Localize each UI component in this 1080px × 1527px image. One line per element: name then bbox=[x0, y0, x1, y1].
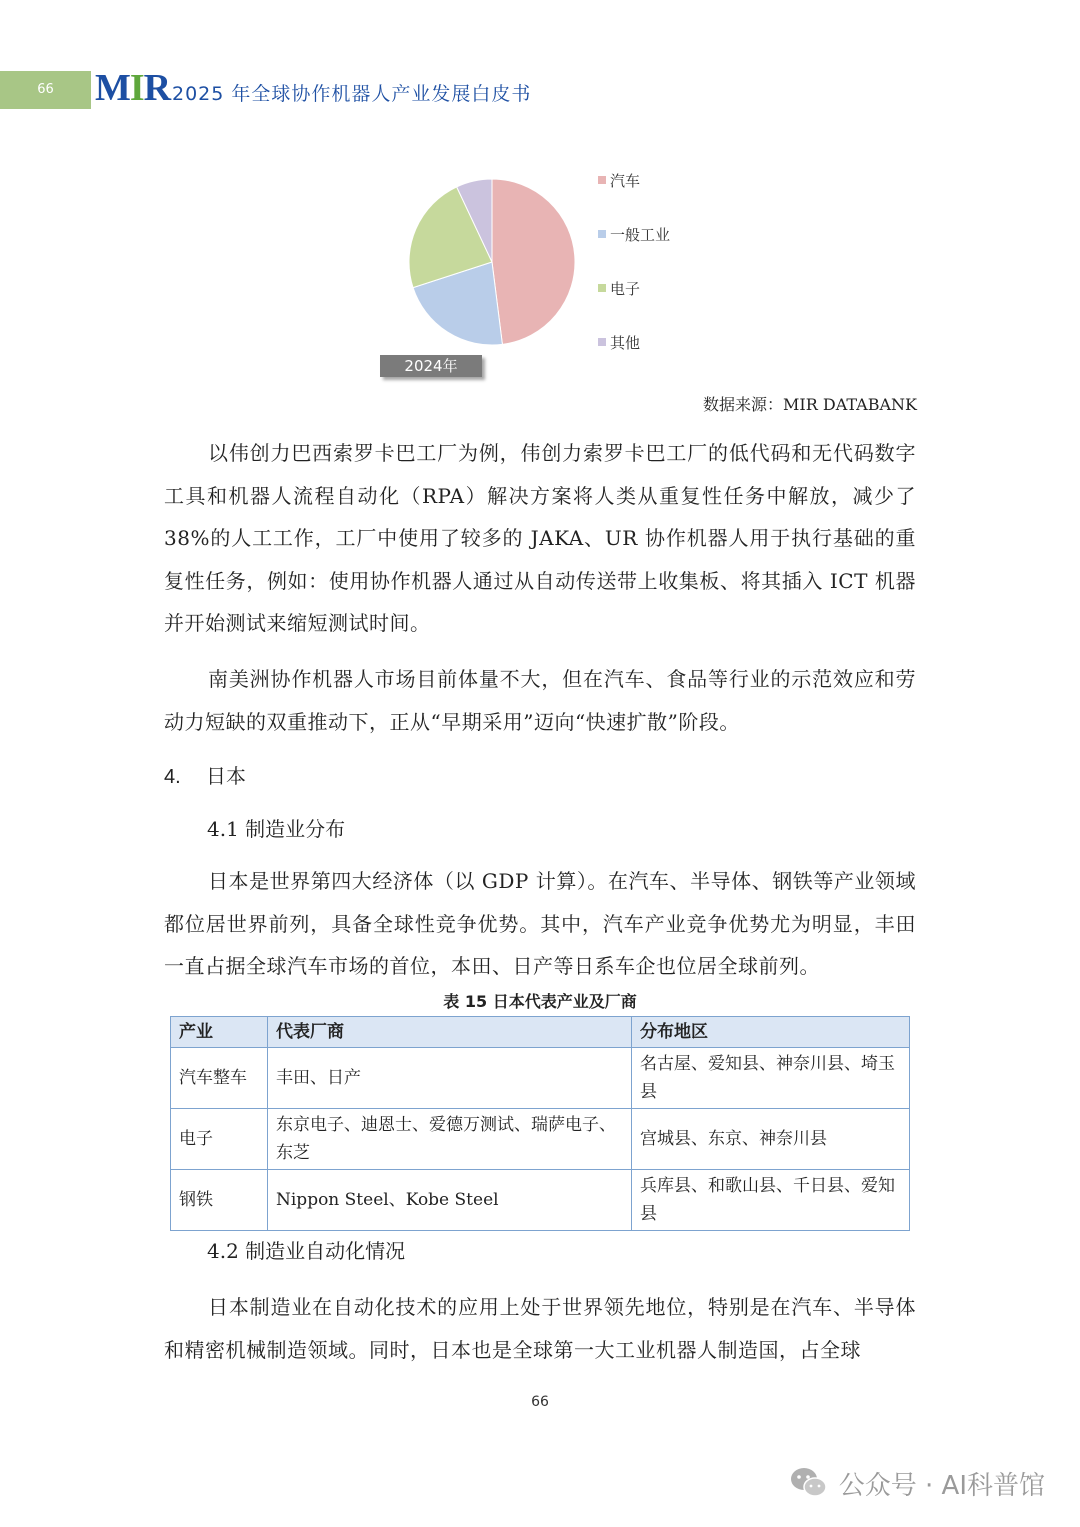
table-caption: 表 15 日本代表产业及厂商 bbox=[443, 992, 637, 1011]
subsection-heading-manufacturing: 4.1 制造业分布 bbox=[207, 817, 346, 841]
legend-item bbox=[598, 224, 670, 244]
paragraph-japan-economy: 日本是世界第四大经济体（以 GDP 计算）。在汽车、半导体、钢铁等产业领域都位居世界前列，具备全球性竞争优势。其中，汽车产业竞争优势尤为明显，丰田一直占据全球汽车市场的首位，本田、日产等日系车企也位居全球前列。 bbox=[164, 869, 916, 978]
table-header-row bbox=[171, 1017, 910, 1048]
table-cell: 钢铁 bbox=[171, 1170, 268, 1231]
table-cell: Nippon Steel、Kobe Steel bbox=[268, 1170, 632, 1231]
table-cell: 汽车整车 bbox=[171, 1048, 268, 1109]
legend-label: 汽车 bbox=[610, 171, 641, 190]
mir-logo: MIR bbox=[95, 67, 171, 109]
section-heading-japan: 4. 日本 bbox=[164, 764, 246, 788]
chart-source: 数据来源：MIR DATABANK bbox=[703, 395, 917, 414]
legend-swatch bbox=[598, 338, 606, 346]
wechat-icon bbox=[789, 1466, 829, 1500]
legend-label: 一般工业 bbox=[610, 225, 671, 244]
paragraph-flex-example: 以伟创力巴西索罗卡巴工厂为例，伟创力索罗卡巴工厂的低代码和无代码数字工具和机器人流程自动化（RPA）解决方案将人类从重复性任务中解放，减少了 38%的人工工作，工厂中使用了较多的 JAKA、UR 协作机器人用于执行基础的重复性任务，例如：使用协作机器人通过从自动传送带上收集板、将其插入 ICT 机器并开始测试来缩短测试时间。 bbox=[164, 441, 916, 635]
legend-swatch bbox=[598, 284, 606, 292]
watermark-text: 公众号 · AI科普馆 bbox=[838, 1470, 1045, 1501]
header-page-number: 66 bbox=[37, 82, 54, 97]
table-header-cell: 产业 bbox=[171, 1017, 268, 1048]
table-row bbox=[171, 1109, 910, 1170]
paragraph-south-america: 南美洲协作机器人市场目前体量不大，但在汽车、食品等行业的示范效应和劳动力短缺的双重推动下，正从“早期采用”迈向“快速扩散”阶段。 bbox=[164, 667, 916, 734]
table-row bbox=[171, 1048, 910, 1109]
document-title: 2025 年全球协作机器人产业发展白皮书 bbox=[172, 83, 532, 105]
table-cell: 东京电子、迪恩士、爱德万测试、瑞萨电子、东芝 bbox=[268, 1109, 632, 1170]
legend-swatch bbox=[598, 230, 606, 238]
legend-item bbox=[598, 278, 640, 298]
watermark bbox=[789, 1465, 1045, 1501]
table-cell: 名古屋、爱知县、神奈川县、埼玉县 bbox=[632, 1048, 910, 1109]
footer-page-number: 66 bbox=[531, 1394, 549, 1410]
table-row bbox=[171, 1170, 910, 1231]
legend-label: 电子 bbox=[610, 279, 641, 298]
table-cell: 电子 bbox=[171, 1109, 268, 1170]
pie-chart bbox=[380, 165, 700, 385]
pie-slice-1 bbox=[492, 179, 575, 344]
industry-table bbox=[170, 1016, 910, 1231]
legend-swatch bbox=[598, 176, 606, 184]
table-cell: 宫城县、东京、神奈川县 bbox=[632, 1109, 910, 1170]
table-header-cell: 分布地区 bbox=[632, 1017, 910, 1048]
legend-label: 其他 bbox=[610, 333, 641, 352]
chart-year-label: 2024年 bbox=[380, 355, 482, 377]
legend-item bbox=[598, 170, 640, 190]
subsection-heading-automation: 4.2 制造业自动化情况 bbox=[207, 1239, 406, 1263]
paragraph-japan-automation: 日本制造业在自动化技术的应用上处于世界领先地位，特别是在汽车、半导体和精密机械制造领域。同时，日本也是全球第一大工业机器人制造国，占全球 bbox=[164, 1295, 916, 1362]
table-cell: 兵库县、和歌山县、千日县、爱知县 bbox=[632, 1170, 910, 1231]
table-cell: 丰田、日产 bbox=[268, 1048, 632, 1109]
table-header-cell: 代表厂商 bbox=[268, 1017, 632, 1048]
legend-item bbox=[598, 332, 640, 352]
